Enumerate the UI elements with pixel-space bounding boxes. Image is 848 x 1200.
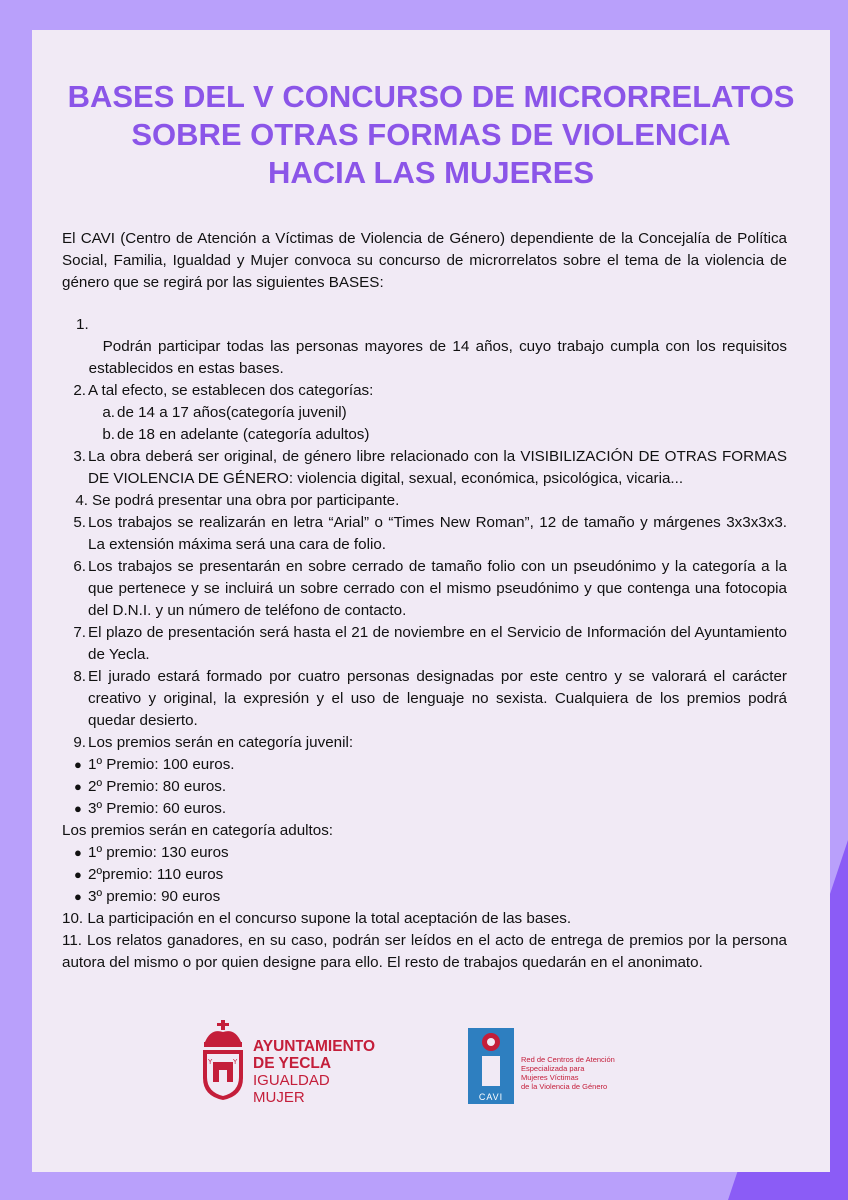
prize-juvenil-1: ● 1º Premio: 100 euros. bbox=[62, 754, 787, 776]
cavi-logo bbox=[468, 1028, 638, 1112]
rule-10: 10. La participación en el concurso supone la total aceptación de las bases. bbox=[62, 910, 572, 927]
title-line-3: HACIA LAS MUJERES bbox=[267, 155, 595, 190]
rule-7: 7. El plazo de presentación será hasta el 21 de noviembre en el Servicio de Información del Ayuntamiento de Yecla. bbox=[73, 624, 787, 663]
rule-6: 6. Los trabajos se presentarán en sobre cerrado de tamaño folio con un pseudónimo y la categoría a la que pertenece y se incluirá un sobre cerrado con el mismo pseudónimo y que contenga una fotocopia del D.N.I. y un número de teléfono de contacto. bbox=[73, 558, 787, 619]
rule-5: 5. Los trabajos se realizarán en letra “Arial” o “Times New Roman”, 12 de tamaño y márgenes 3x3x3x3. La extensión máxima será una cara de folio. bbox=[73, 514, 787, 553]
coat-of-arms-icon bbox=[197, 1020, 249, 1102]
title-line-1: BASES DEL V CONCURSO DE MICRORRELATOS bbox=[67, 79, 795, 114]
rule-9: 9. Los premios serán en categoría juvenil: bbox=[73, 734, 354, 751]
prize-juvenil-3: ● 3º Premio: 60 euros. bbox=[62, 798, 787, 820]
rule-2-sub-b: b. de 18 en adelante (categoría adultos) bbox=[102, 426, 370, 443]
document-title bbox=[32, 78, 830, 192]
rule-3: 3. La obra deberá ser original, de género libre relacionado con la VISIBILIZACIÓN DE OTRAS FORMAS DE VIOLENCIA DE GÉNERO: violencia digital, sexual, económica, psicológica, vicaria... bbox=[73, 448, 787, 487]
prize-adultos-2: ● 2ºpremio: 110 euros bbox=[62, 864, 787, 886]
yecla-logo-text: AYUNTAMIENTO DE YECLA IGUALDAD MUJER bbox=[253, 1038, 376, 1106]
bullet-icon: ● bbox=[74, 779, 82, 794]
adult-prizes-heading: Los premios serán en categoría adultos: bbox=[62, 822, 334, 839]
prize-adultos-3: ● 3º premio: 90 euros bbox=[62, 886, 787, 908]
cavi-label: CAVI bbox=[468, 1090, 514, 1104]
rule-8: 8. El jurado estará formado por cuatro personas designadas por este centro y se valorará el carácter creativo y original, la expresión y el uso de lenguaje no sexista. Cualquiera de los premios podrá quedar desierto. bbox=[73, 668, 787, 729]
document-body bbox=[62, 228, 787, 974]
prize-juvenil-2: ● 2º Premio: 80 euros. bbox=[62, 776, 787, 798]
bullet-icon: ● bbox=[74, 889, 82, 904]
svg-text:Y: Y bbox=[233, 1058, 238, 1066]
bullet-icon: ● bbox=[74, 757, 82, 772]
document-sheet bbox=[32, 30, 830, 1172]
yecla-logo bbox=[197, 1020, 387, 1140]
bullet-icon: ● bbox=[74, 845, 82, 860]
bullet-icon: ● bbox=[74, 867, 82, 882]
rule-11: 11. Los relatos ganadores, en su caso, podrán ser leídos en el acto de entrega de premios por la persona autora del mismo o por quien designe para ello. El resto de trabajos quedarán en el anonimato. bbox=[62, 932, 787, 971]
bullet-icon: ● bbox=[74, 801, 82, 816]
rule-2-sub-a: a. de 14 a 17 años(categoría juvenil) bbox=[102, 404, 347, 421]
rule-2: 2. A tal efecto, se establecen dos categorías: bbox=[73, 382, 374, 399]
title-line-2: SOBRE OTRAS FORMAS DE VIOLENCIA bbox=[131, 117, 731, 152]
rule-4: 4. Se podrá presentar una obra por participante. bbox=[75, 492, 400, 509]
cavi-i-icon bbox=[468, 1028, 514, 1090]
prize-adultos-1: ● 1º premio: 130 euros bbox=[62, 842, 787, 864]
svg-text:Y: Y bbox=[208, 1058, 213, 1066]
intro-paragraph: El CAVI (Centro de Atención a Víctimas de Violencia de Género) dependiente de la Concejalía de Política Social, Familia, Igualdad y Mujer convoca su concurso de microrrelatos sobre el tema de la violencia de género que se regirá por las siguientes BASES: bbox=[62, 230, 787, 291]
cavi-logo-text: Red de Centros de Atención Especializada para Mujeres Víctimas de la Violencia de Género bbox=[521, 1055, 615, 1091]
rule-1: 1. Podrán participar todas las personas mayores de 14 años, cuyo trabajo cumpla con los requisitos establecidos en estas bases. bbox=[76, 316, 787, 377]
